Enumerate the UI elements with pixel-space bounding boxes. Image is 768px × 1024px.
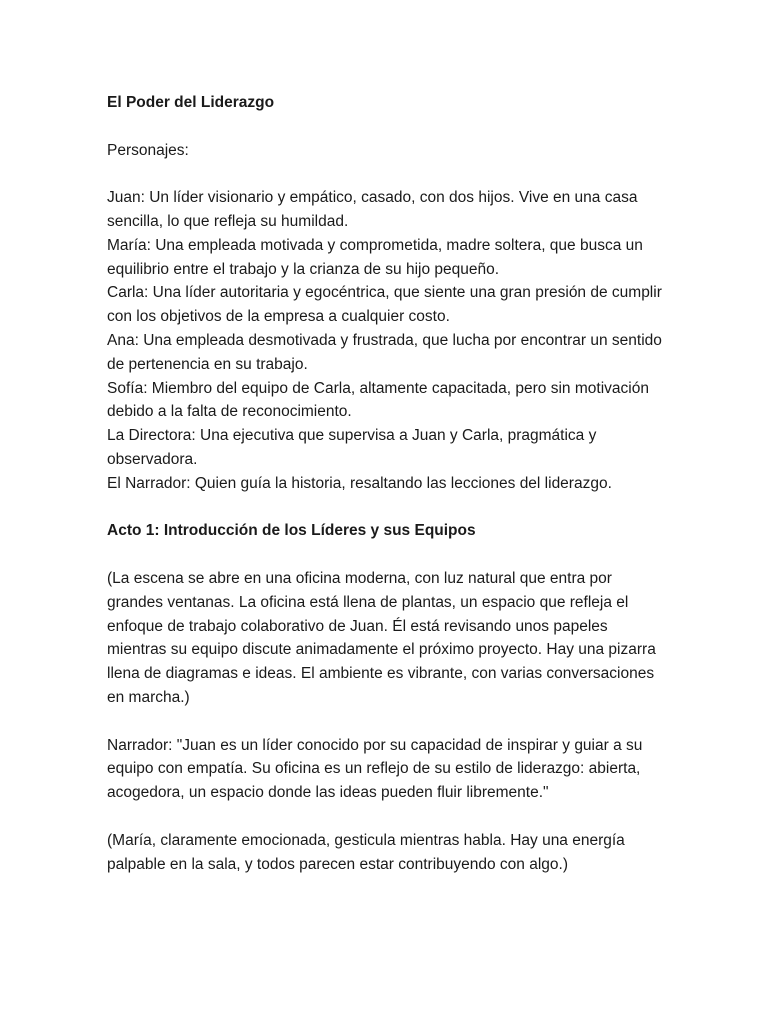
- character-entry: María: Una empleada motivada y comprometida, madre soltera, que busca un equilibrio entre el trabajo y la crianza de su hijo pequeño.: [107, 236, 643, 278]
- stage-direction-paragraph: (La escena se abre en una oficina moderna, con luz natural que entra por grandes ventanas. La oficina está llena de plantas, un espacio que refleja el enfoque de trabajo colaborativo de Juan. Él está revisando unos papeles mientras su equipo discute animadamente el próximo proyecto. Hay una pizarra llena de diagramas e ideas. El ambiente es vibrante, con varias conversaciones en marcha.): [107, 569, 656, 706]
- spacer: [107, 162, 667, 186]
- spacer: [107, 710, 667, 734]
- spacer: [107, 805, 667, 829]
- spacer: [107, 115, 667, 139]
- spacer: [107, 496, 667, 520]
- character-entry: Sofía: Miembro del equipo de Carla, altamente capacitada, pero sin motivación debido a la falta de reconocimiento.: [107, 379, 649, 421]
- character-entry: Juan: Un líder visionario y empático, casado, con dos hijos. Vive en una casa sencilla, lo que refleja su humildad.: [107, 189, 638, 230]
- document-body: [107, 91, 667, 876]
- character-entry: Ana: Una empleada desmotivada y frustrada, que lucha por encontrar un sentido de pertenencia en su trabajo.: [107, 331, 662, 373]
- character-entry: Carla: Una líder autoritaria y egocéntrica, que siente una gran presión de cumplir con los objetivos de la empresa a cualquier costo.: [107, 284, 662, 326]
- act-heading: Acto 1: Introducción de los Líderes y sus Equipos: [107, 522, 476, 540]
- character-entry: La Directora: Una ejecutiva que supervisa a Juan y Carla, pragmática y observadora.: [107, 427, 597, 468]
- stage-direction-paragraph: (María, claramente emocionada, gesticula mientras habla. Hay una energía palpable en la sala, y todos parecen estar contribuyendo con algo.): [107, 831, 625, 873]
- characters-heading: Personajes:: [107, 141, 189, 159]
- document-title: El Poder del Liderazgo: [107, 94, 275, 111]
- narrator-paragraph: Narrador: "Juan es un líder conocido por su capacidad de inspirar y guiar a su equipo con empatía. Su oficina es un reflejo de su estilo de liderazgo: abierta, acogedora, un espacio donde las ideas pueden fluir libremente.": [107, 736, 643, 802]
- spacer: [107, 543, 667, 567]
- character-entry: El Narrador: Quien guía la historia, resaltando las lecciones del liderazgo.: [107, 474, 612, 492]
